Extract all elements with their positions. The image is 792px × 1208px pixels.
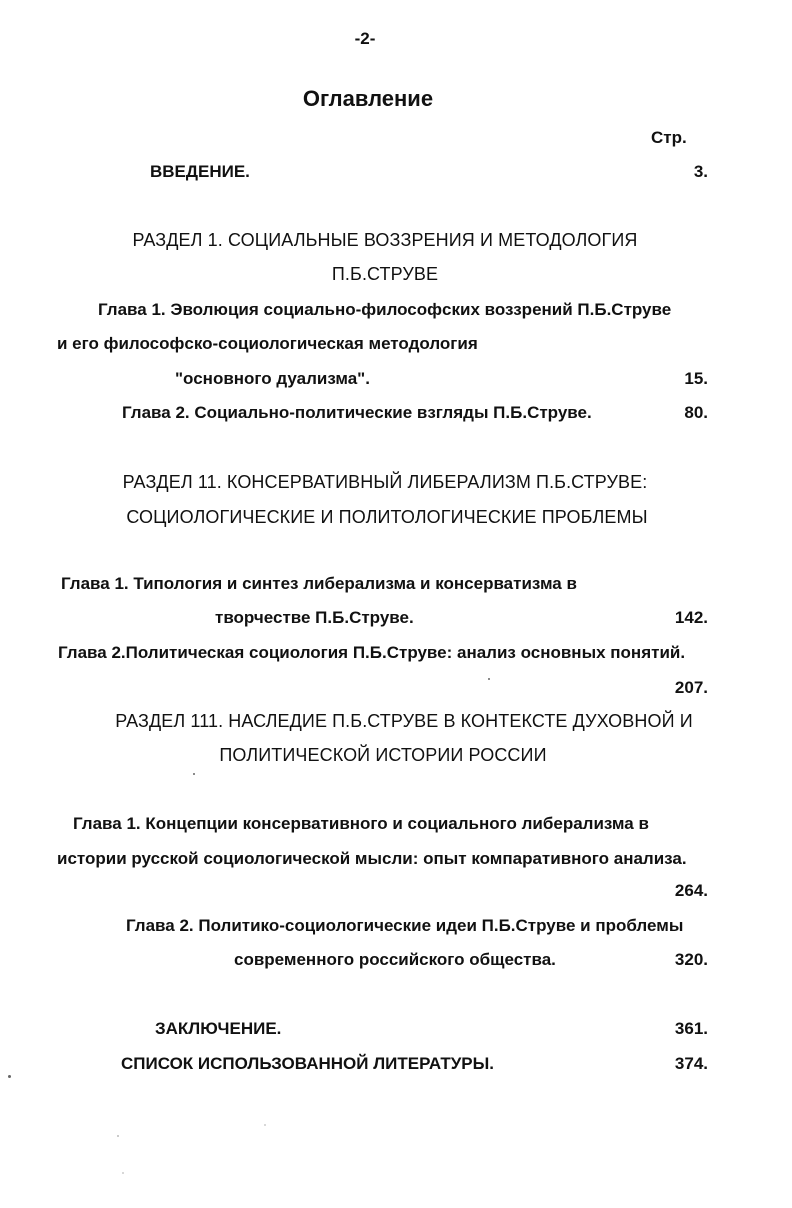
s1-ch1-line3: "основного дуализма". [175, 369, 370, 388]
page-number: -2- [354, 29, 376, 48]
toc-intro-page: 3. [693, 162, 708, 181]
section3-heading-line1: РАЗДЕЛ 111. НАСЛЕДИЕ П.Б.СТРУВЕ В КОНТЕКСТЕ ДУХОВНОЙ И [115, 711, 693, 731]
s2-ch1-line2: творчестве П.Б.Струве. [215, 608, 414, 627]
scan-speck [488, 678, 490, 680]
s1-ch1-line1[interactable]: Глава 1. Эволюция социально-философских воззрений П.Б.Струве [98, 300, 672, 319]
section3-heading-line2: ПОЛИТИЧЕСКОЙ ИСТОРИИ РОССИИ [219, 745, 547, 765]
page-title: Оглавление [302, 86, 434, 111]
scan-speck [117, 1135, 119, 1137]
s2-ch2-page: 207. [674, 678, 708, 697]
page-column-header: Стр. [651, 128, 687, 147]
s3-ch2-line2: современного российского общества. [234, 950, 556, 969]
section2-heading-line1: РАЗДЕЛ 11. КОНСЕРВАТИВНЫЙ ЛИБЕРАЛИЗМ П.Б.СТРУВЕ: [122, 472, 648, 492]
s2-ch1-page: 142. [674, 608, 708, 627]
s1-ch2-page: 80. [684, 403, 708, 422]
s3-ch2-page: 320. [674, 950, 708, 969]
toc-intro-label[interactable]: ВВЕДЕНИЕ. [150, 162, 250, 181]
scan-speck [8, 1075, 11, 1078]
s2-ch1-line1[interactable]: Глава 1. Типология и синтез либерализма и консерватизма в [61, 574, 577, 593]
toc-conclusion-label[interactable]: ЗАКЛЮЧЕНИЕ. [155, 1019, 282, 1038]
s2-ch2-line1[interactable]: Глава 2.Политическая социология П.Б.Струве: анализ основных понятий. [58, 643, 686, 662]
s1-ch1-page: 15. [684, 369, 708, 388]
s1-ch1-line2: и его философско-социологическая методология [57, 334, 478, 353]
scan-speck [122, 1172, 124, 1174]
toc-bibliography-page: 374. [674, 1054, 708, 1073]
section2-heading-line2: СОЦИОЛОГИЧЕСКИЕ И ПОЛИТОЛОГИЧЕСКИЕ ПРОБЛЕМЫ [126, 507, 648, 527]
s3-ch2-line1[interactable]: Глава 2. Политико-социологические идеи П.Б.Струве и проблемы [126, 916, 684, 935]
section1-heading-line2: П.Б.СТРУВЕ [331, 264, 439, 284]
s3-ch1-line2: истории русской социологической мысли: опыт компаративного анализа. [57, 849, 687, 868]
scan-speck [264, 1124, 266, 1126]
s3-ch1-line1[interactable]: Глава 1. Концепции консервативного и социального либерализма в [73, 814, 649, 833]
scan-speck [193, 773, 195, 775]
toc-bibliography-label[interactable]: СПИСОК ИСПОЛЬЗОВАННОЙ ЛИТЕРАТУРЫ. [121, 1054, 495, 1073]
s1-ch2-line1[interactable]: Глава 2. Социально-политические взгляды П.Б.Струве. [122, 403, 592, 422]
s3-ch1-page: 264. [674, 881, 708, 900]
section1-heading-line1: РАЗДЕЛ 1. СОЦИАЛЬНЫЕ ВОЗЗРЕНИЯ И МЕТОДОЛОГИЯ [132, 230, 638, 250]
toc-conclusion-page: 361. [674, 1019, 708, 1038]
